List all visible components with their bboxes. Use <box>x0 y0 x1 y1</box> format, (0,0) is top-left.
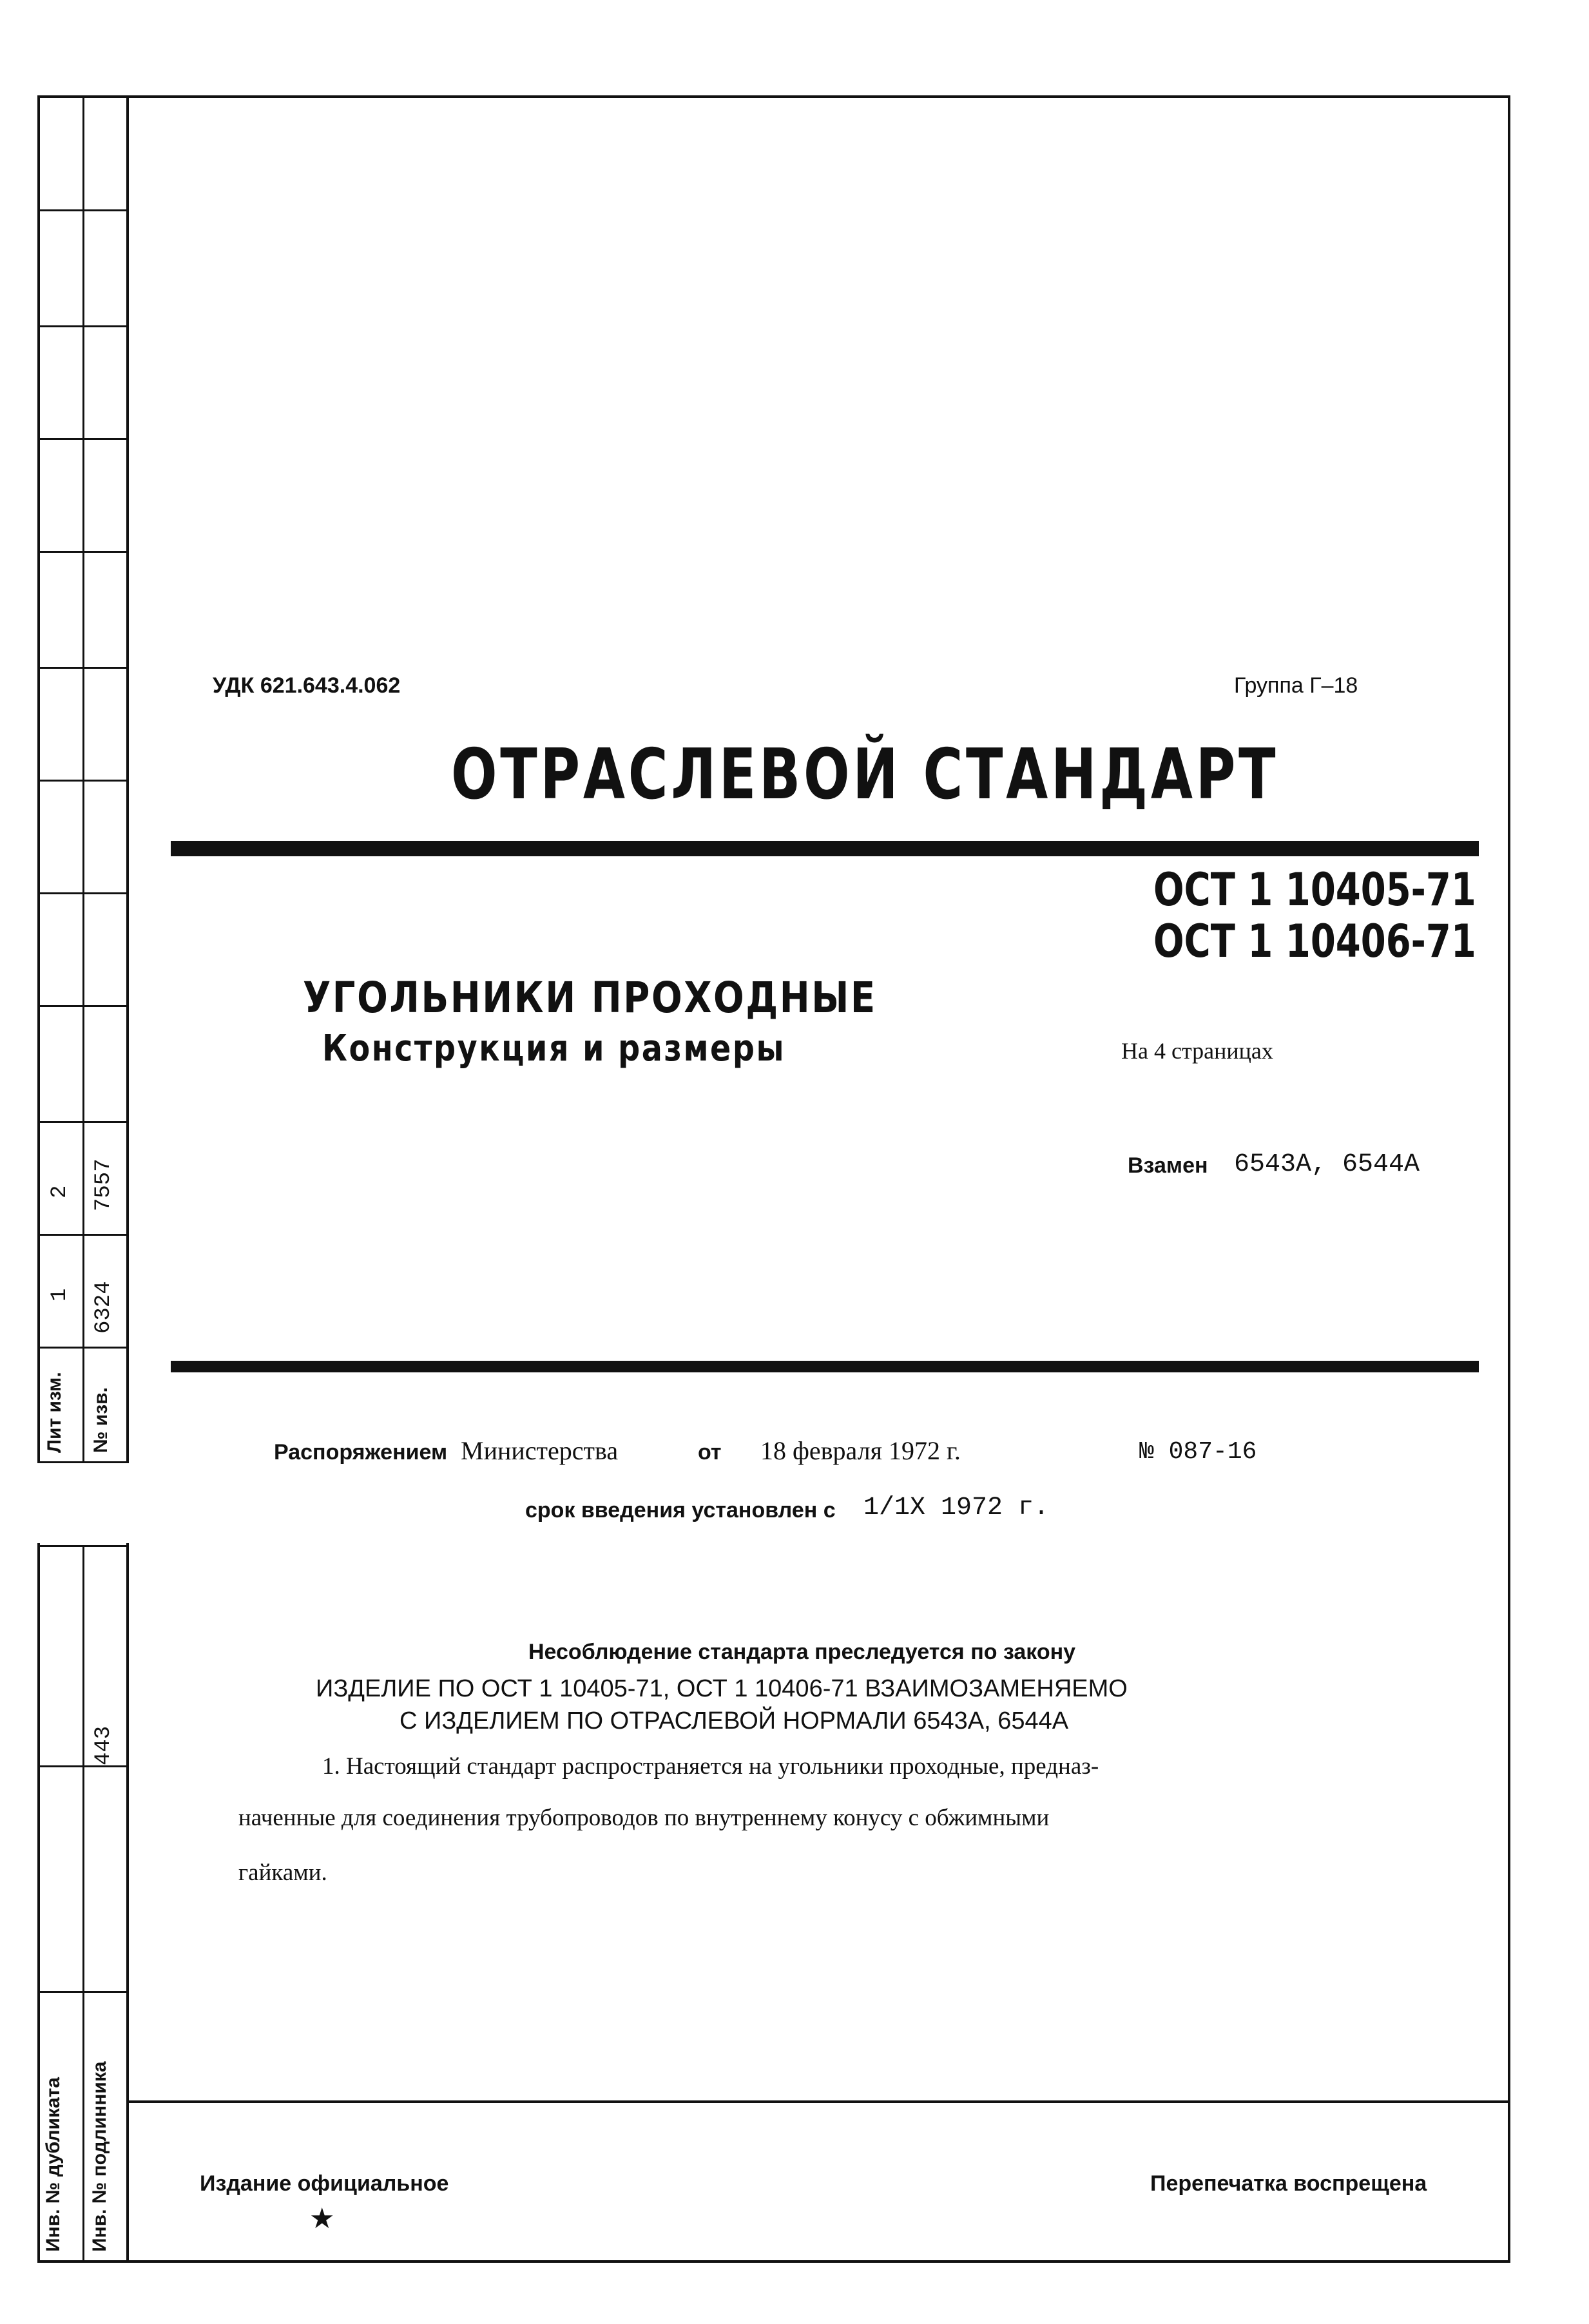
page-title: ОТРАСЛЕВОЙ СТАНДАРТ <box>451 735 1279 815</box>
interchange-line: ИЗДЕЛИЕ ПО ОСТ 1 10405-71, ОСТ 1 10406-71 ВЗАИМОЗАМЕНЯЕМО <box>316 1675 1128 1702</box>
interchange-line: С ИЗДЕЛИЕМ ПО ОТРАСЛЕВОЙ НОРМАЛИ 6543А, 6544А <box>400 1707 1069 1734</box>
strip-col1-value: 2 <box>48 1185 72 1198</box>
law-notice: Несоблюдение стандарта преследуется по закону <box>528 1640 1076 1664</box>
group-code: Группа Г–18 <box>1234 673 1358 698</box>
strip-line <box>37 325 129 327</box>
strip-col2-value: 7557 <box>91 1158 116 1211</box>
paragraph-line: гайками. <box>238 1859 327 1886</box>
strip-lit-label: Лит изм. <box>44 1372 65 1453</box>
strip-line <box>37 1461 129 1463</box>
strip-col1-value: 1 <box>48 1288 72 1301</box>
subject-subtitle: Конструкция и размеры <box>322 1028 786 1070</box>
footer-rule <box>129 2100 1510 2103</box>
strip-line <box>37 1991 129 1993</box>
order-date-label: от <box>698 1440 722 1465</box>
strip-line <box>37 551 129 553</box>
order-number: № 087-16 <box>1139 1438 1257 1466</box>
paragraph-line: наченные для соединения трубопроводов по внутреннему конусу с обжимными <box>238 1805 1050 1831</box>
effective-label: срок введения установлен с <box>525 1498 836 1522</box>
order-authority: Министерства <box>461 1436 619 1465</box>
strip-divider-top <box>82 95 84 1461</box>
footer-official: Издание официальное <box>200 2171 449 2196</box>
replaces-value: 6543А, 6544А <box>1234 1150 1420 1179</box>
strip-line <box>37 667 129 669</box>
strip-orig-value: 443 <box>91 1725 116 1765</box>
strip-gap <box>35 1463 129 1543</box>
paragraph-line: 1. Настоящий стандарт распространяется на угольники проходные, предназ- <box>322 1753 1099 1780</box>
strip-no-label: № изв. <box>90 1387 111 1453</box>
pages-note: На 4 страницах <box>1121 1038 1273 1064</box>
strip-col2-value: 6324 <box>91 1281 116 1334</box>
order-date: 18 февраля 1972 г. <box>760 1436 961 1465</box>
order-rule <box>171 1361 1479 1372</box>
strip-divider-bottom <box>82 1546 84 2263</box>
strip-line <box>37 1121 129 1123</box>
strip-line <box>37 780 129 782</box>
strip-line <box>37 1347 129 1349</box>
page-frame <box>37 95 1510 2263</box>
strip-line <box>37 1234 129 1236</box>
strip-line <box>37 892 129 894</box>
strip-dup-label: Инв. № дубликата <box>43 2077 64 2252</box>
ost-number: ОСТ 1 10406-71 <box>1153 915 1476 968</box>
frame-left-rule <box>126 95 129 2263</box>
strip-line <box>37 1765 129 1767</box>
effective-date: 1/1X 1972 г. <box>863 1493 1050 1522</box>
star-icon: ★ <box>309 2203 335 2234</box>
title-rule <box>171 841 1479 856</box>
strip-line <box>37 209 129 211</box>
footer-reprint: Перепечатка воспрещена <box>1150 2171 1427 2196</box>
strip-line <box>37 1545 129 1547</box>
order-label: Распоряжением <box>274 1440 448 1465</box>
strip-line <box>37 438 129 440</box>
udk-code: УДК 621.643.4.062 <box>213 673 401 698</box>
subject-title: УГОЛЬНИКИ ПРОХОДНЫЕ <box>303 973 877 1023</box>
strip-line <box>37 1005 129 1007</box>
strip-orig-label: Инв. № подлинника <box>89 2061 110 2252</box>
replaces-label: Взамен <box>1128 1153 1208 1178</box>
ost-number: ОСТ 1 10405-71 <box>1153 863 1476 916</box>
